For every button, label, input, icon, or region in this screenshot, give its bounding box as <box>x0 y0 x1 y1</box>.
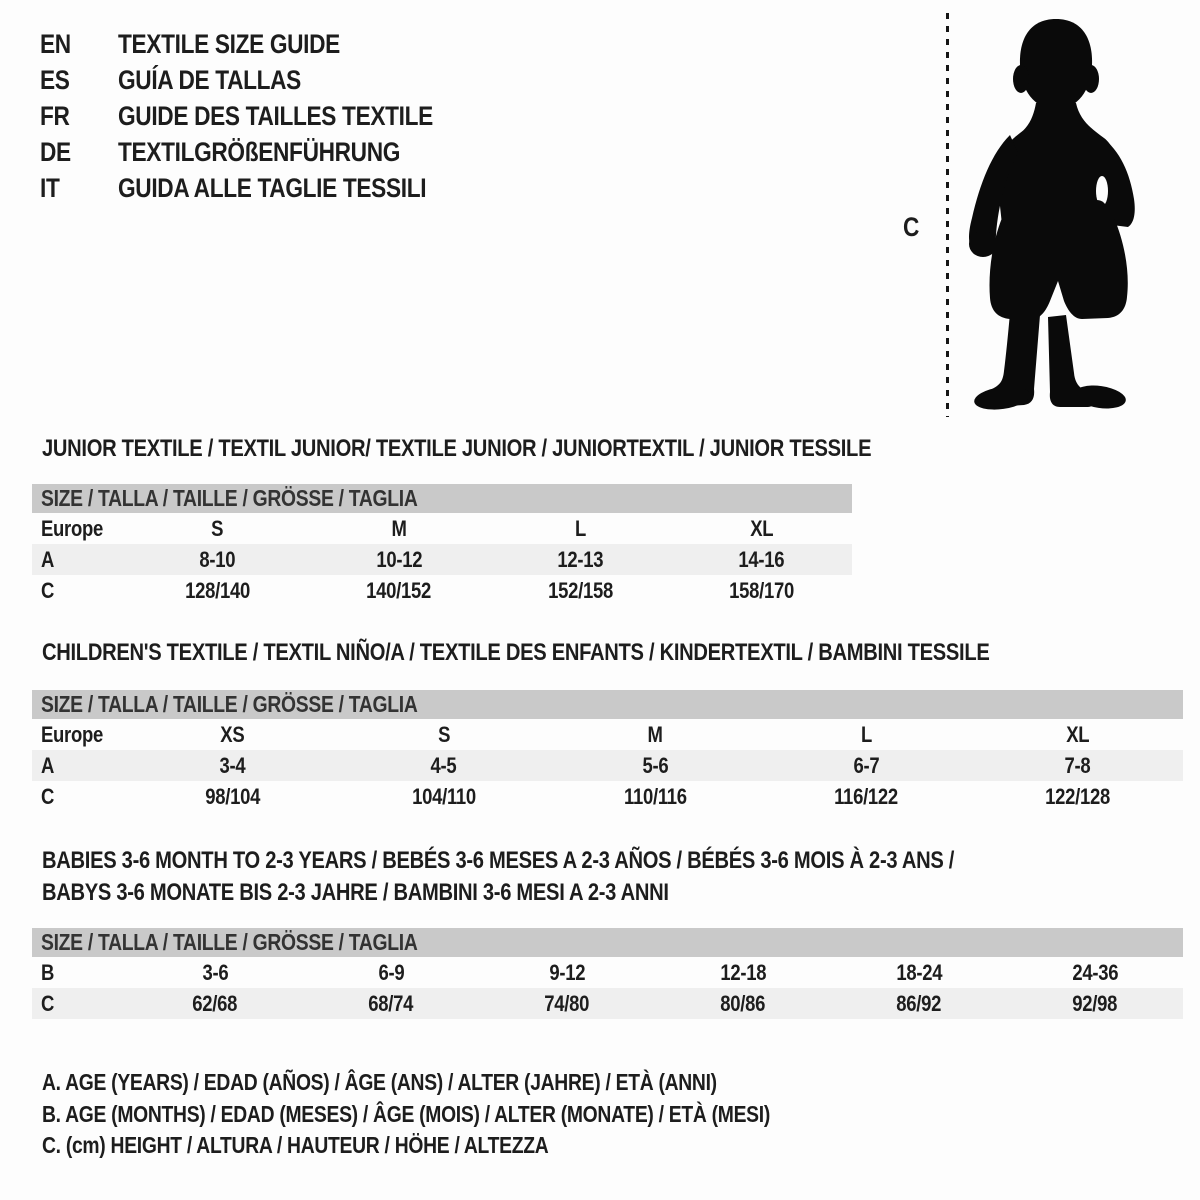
row-label: C <box>41 990 55 1016</box>
table-cell: L <box>574 515 586 541</box>
row-label: Europe <box>41 515 104 541</box>
junior-table-body <box>32 513 852 606</box>
junior-size-table <box>32 484 852 606</box>
table-cell: 6-7 <box>853 752 880 778</box>
table-cell: 14-16 <box>738 546 785 572</box>
table-cell: 122/128 <box>1044 783 1110 809</box>
language-row-en <box>40 26 493 62</box>
language-title: TEXTILE SIZE GUIDE <box>118 28 340 59</box>
table-cell: 80/86 <box>720 990 766 1016</box>
language-title: GUIDE DES TAILLES TEXTILE <box>118 100 433 131</box>
table-cell: 140/152 <box>366 577 432 603</box>
table-cell: 6-9 <box>378 959 404 985</box>
row-label: A <box>41 752 55 778</box>
table-row-c <box>32 575 852 606</box>
table-cell: 7-8 <box>1064 752 1091 778</box>
babies-size-table <box>32 928 1183 1019</box>
table-cell: 3-6 <box>202 959 228 985</box>
table-cell: 12-13 <box>557 546 604 572</box>
table-cell: 9-12 <box>549 959 585 985</box>
table-cell: 68/74 <box>368 990 414 1016</box>
row-label: A <box>41 546 55 572</box>
language-code: FR <box>40 100 70 131</box>
section-title-babies-line2: BABYS 3-6 MONATE BIS 2-3 JAHRE / BAMBINI 3-6 MESI A 2-3 ANNI <box>42 879 669 906</box>
language-row-de <box>40 134 493 170</box>
language-row-it <box>40 170 493 206</box>
table-cell: 92/98 <box>1072 990 1118 1016</box>
language-code: DE <box>40 136 71 167</box>
table-cell: M <box>647 721 663 747</box>
children-table-header-text: SIZE / TALLA / TAILLE / GRÖSSE / TAGLIA <box>41 691 418 717</box>
table-row-europe <box>32 719 1183 750</box>
table-cell: 158/170 <box>728 577 794 603</box>
table-cell: 128/140 <box>185 577 251 603</box>
legend-line-b: B. AGE (MONTHS) / EDAD (MESES) / ÂGE (MOIS) / ALTER (MONATE) / ETÀ (MESI) <box>42 1100 771 1127</box>
babies-table-header-text: SIZE / TALLA / TAILLE / GRÖSSE / TAGLIA <box>41 929 418 955</box>
table-cell: 104/110 <box>411 783 476 809</box>
table-row-a <box>32 750 1183 781</box>
table-cell: L <box>860 721 872 747</box>
language-code: EN <box>40 28 71 59</box>
language-title: TEXTILGRÖßENFÜHRUNG <box>118 136 401 167</box>
babies-table-body <box>32 957 1183 1019</box>
table-cell: XL <box>1065 721 1089 747</box>
section-title-junior <box>42 433 1029 465</box>
section-title-junior-text: JUNIOR TEXTILE / TEXTIL JUNIOR/ TEXTILE JUNIOR / JUNIORTEXTIL / JUNIOR TESSILE <box>42 435 872 462</box>
table-cell: 10-12 <box>375 546 422 572</box>
table-row-europe <box>32 513 852 544</box>
table-cell: 152/158 <box>547 577 613 603</box>
table-cell: 24-36 <box>1072 959 1118 985</box>
language-title: GUÍA DE TALLAS <box>118 64 301 95</box>
height-measure-line <box>946 13 949 417</box>
table-cell: S <box>437 721 450 747</box>
children-table-body <box>32 719 1183 812</box>
section-title-babies <box>42 845 1128 909</box>
baby-silhouette-illustration <box>962 13 1142 418</box>
table-row-a <box>32 544 852 575</box>
legend-line-c: C. (cm) HEIGHT / ALTURA / HAUTEUR / HÖHE / ALTEZZA <box>42 1132 549 1159</box>
table-row-c <box>32 988 1183 1019</box>
table-cell: 116/122 <box>834 783 899 809</box>
language-row-fr <box>40 98 493 134</box>
row-label: Europe <box>41 721 104 747</box>
height-measure-label <box>903 212 922 243</box>
section-title-children-text: CHILDREN'S TEXTILE / TEXTIL NIÑO/A / TEXTILE DES ENFANTS / KINDERTEXTIL / BAMBINI TESSILE <box>42 639 990 666</box>
language-list <box>40 26 493 206</box>
section-title-children <box>42 637 1170 669</box>
table-cell: 5-6 <box>642 752 668 778</box>
section-title-babies-line1: BABIES 3-6 MONTH TO 2-3 YEARS / BEBÉS 3-6 MESES A 2-3 AÑOS / BÉBÉS 3-6 MOIS À 2-3 ANS / <box>42 847 955 874</box>
language-row-es <box>40 62 493 98</box>
language-code: IT <box>40 172 60 203</box>
table-cell: S <box>211 515 224 541</box>
children-size-table <box>32 690 1183 812</box>
table-cell: XS <box>220 721 245 747</box>
junior-table-header-text: SIZE / TALLA / TAILLE / GRÖSSE / TAGLIA <box>41 485 418 511</box>
table-row-b <box>32 957 1183 988</box>
table-cell: 62/68 <box>192 990 238 1016</box>
row-label: C <box>41 577 55 603</box>
table-cell: 86/92 <box>896 990 942 1016</box>
table-cell: M <box>391 515 407 541</box>
babies-table-header <box>32 928 1183 957</box>
language-title: GUIDA ALLE TAGLIE TESSILI <box>118 172 427 203</box>
legend <box>42 1067 909 1162</box>
row-label: C <box>41 783 55 809</box>
junior-table-header <box>32 484 852 513</box>
table-row-c <box>32 781 1183 812</box>
legend-line-a: A. AGE (YEARS) / EDAD (AÑOS) / ÂGE (ANS) / ALTER (JAHRE) / ETÀ (ANNI) <box>42 1069 717 1096</box>
table-cell: 18-24 <box>896 959 942 985</box>
language-code: ES <box>40 64 70 95</box>
table-cell: 12-18 <box>720 959 766 985</box>
table-cell: 4-5 <box>430 752 457 778</box>
table-cell: 74/80 <box>544 990 590 1016</box>
table-cell: 110/116 <box>623 783 687 809</box>
table-cell: 98/104 <box>205 783 261 809</box>
row-label: B <box>41 959 55 985</box>
table-cell: 3-4 <box>219 752 246 778</box>
table-cell: XL <box>749 515 773 541</box>
children-table-header <box>32 690 1183 719</box>
table-cell: 8-10 <box>199 546 236 572</box>
height-measure-label-text: C <box>903 212 920 242</box>
